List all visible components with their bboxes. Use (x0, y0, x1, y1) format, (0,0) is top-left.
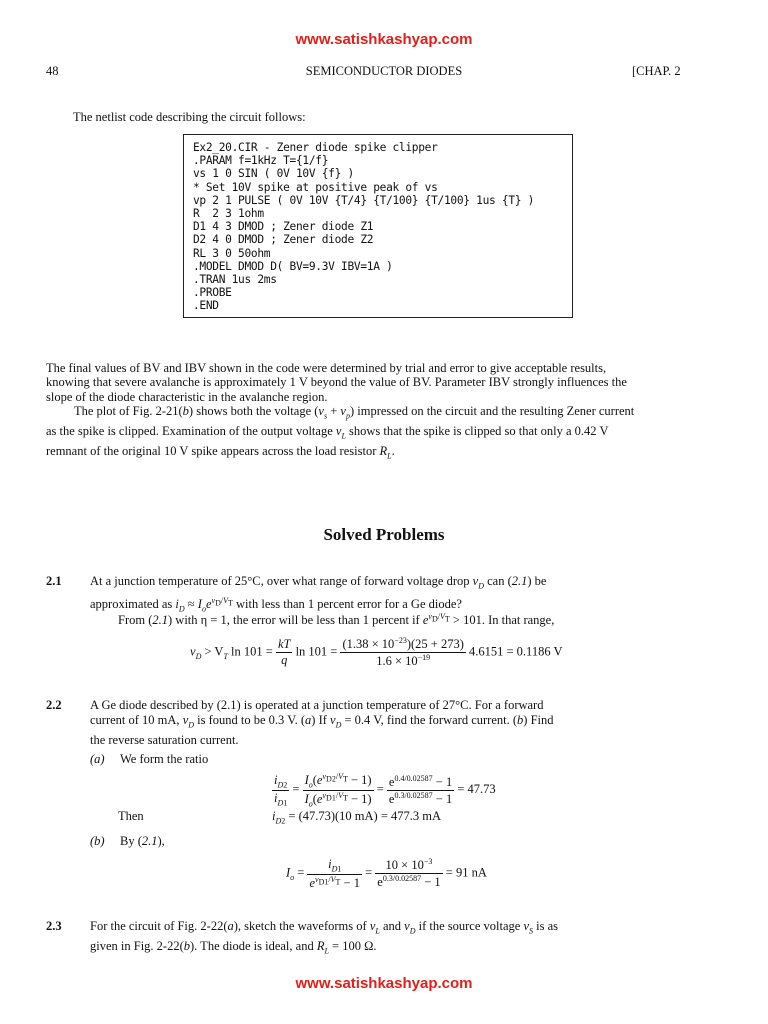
problem-2-1-equation: $v_D > V_T$ ln 101 = $\frac{kT}{q}$ ln 101 = $\frac{(1.38 \times 10^{-23})(25 + 273)}{1.6 \times 10^{-19}}$ 4.6151 = 0.1186 V (190, 636, 563, 669)
section-title: Solved Problems (323, 525, 445, 544)
netlist-line: .TRAN 1us 2ms (193, 273, 277, 286)
watermark-bottom[interactable]: www.satishkashyap.com (295, 975, 473, 992)
then-label: Then (118, 809, 144, 823)
part-a-label: (a) (90, 752, 105, 766)
netlist-line: vs 1 0 SIN ( 0V 10V {f} ) (193, 167, 354, 181)
part-a-text: We form the ratio (120, 752, 209, 766)
netlist-line: D2 4 0 DMOD ; Zener diode Z2 (193, 233, 374, 247)
text-line: as the spike is clipped. Examination of the output voltage $v_L$ shows that the spike is clipped so that only a 0.42 V (46, 423, 609, 441)
paragraph-plot (46, 404, 722, 464)
problem-2-2-statement: A Ge diode described by (2.1) is operated at a junction temperature of 27°C. For a forward current of 10 mA, $v_D$ is found to be 0.3 V. (a) If $v_D = 0.4$ V, find the forward current. (b) Find the reverse saturation current. (90, 698, 554, 747)
intro-text: The netlist code describing the circuit follows: (73, 110, 306, 124)
problem-number: 2.1 (46, 574, 62, 588)
text-line: The plot of Fig. 2-21(b) shows both the voltage $(v_s + v_p)$ impressed on the circuit and the resulting Zener current (74, 404, 635, 421)
netlist-line: vp 2 1 PULSE ( 0V 10V {T/4} {T/100} {T/100} 1us {T} ) (193, 193, 535, 207)
netlist-line: RL 3 0 50ohm (193, 246, 271, 260)
io-equation: $I_o$ = $\frac{i_{D1}}{e^{v_{D1}/V_T} - 1}$ = $\frac{10 \times 10^{-3}}{e^{0.3/0.02587} - 1}$ = 91 nA (286, 857, 487, 890)
text-line: slope of the diode characteristic in the avalanche region. (46, 389, 328, 404)
netlist-line: R 2 3 1ohm (193, 207, 264, 220)
text-line: knowing that severe avalanche is approximately 1 V beyond the value of BV. Parameter IBV strongly influences the (46, 375, 627, 390)
page-number: 48 (46, 64, 59, 78)
netlist-line: .PROBE (193, 286, 232, 300)
paragraph-bv-ibv (46, 361, 722, 404)
running-title: SEMICONDUCTOR DIODES (305, 64, 463, 78)
then-equation: $i_{D2} = (47.73)(10$ mA) = 477.3 mA (272, 809, 442, 826)
part-b-text: By (2.1), (120, 834, 165, 848)
problem-2-1-solution: From (2.1) with η = 1, the error will be less than 1 percent if $e^{v_D/V_T} > 101$. In that range, (118, 612, 555, 628)
netlist-line: .PARAM f=1kHz T={1/f} (193, 154, 329, 168)
text-line: The final values of BV and IBV shown in the code were determined by trial and error to give acceptable results, (46, 361, 607, 375)
problem-2-3-statement: For the circuit of Fig. 2-22(a), sketch the waveforms of $v_L$ and $v_D$ if the source voltage $v_S$ is as given in Fig. 2-22(b). The diode is ideal, and $R_L = 100$ Ω. (90, 919, 558, 956)
problem-number: 2.3 (46, 919, 62, 933)
chapter-label: [CHAP. 2 (632, 64, 681, 78)
ratio-equation: $\frac{i_{D2}}{i_{D1}}$ = $\frac{I_o(e^{v_{D2}/V_T} - 1)}{I_o(e^{v_{D1}/V_T} - 1)}$ = $\frac{e^{0.4/0.02587} - 1}{e^{0.3/0.02587} - 1}$ = 47.73 (274, 772, 496, 809)
netlist-line: .END (193, 299, 219, 313)
problem-2-1-statement: At a junction temperature of 25°C, over what range of forward voltage drop $v_D$ can (2.1) be approximated as $i_D \approx I_oe^{v_D/V_T}$ with less than 1 percent error for a Ge diode? (90, 574, 547, 614)
part-b-label: (b) (90, 834, 105, 848)
netlist-line: .MODEL DMOD D( BV=9.3V IBV=1A ) (193, 259, 393, 273)
problem-number: 2.2 (46, 698, 62, 712)
text-line: remnant of the original 10 V spike appears across the load resistor $R_L$. (46, 443, 395, 461)
netlist-line: D1 4 3 DMOD ; Zener diode Z1 (193, 220, 374, 234)
watermark-top[interactable]: www.satishkashyap.com (295, 31, 473, 48)
netlist-line: * Set 10V spike at positive peak of vs (193, 180, 438, 194)
netlist-line: Ex2_20.CIR - Zener diode spike clipper (193, 141, 438, 154)
